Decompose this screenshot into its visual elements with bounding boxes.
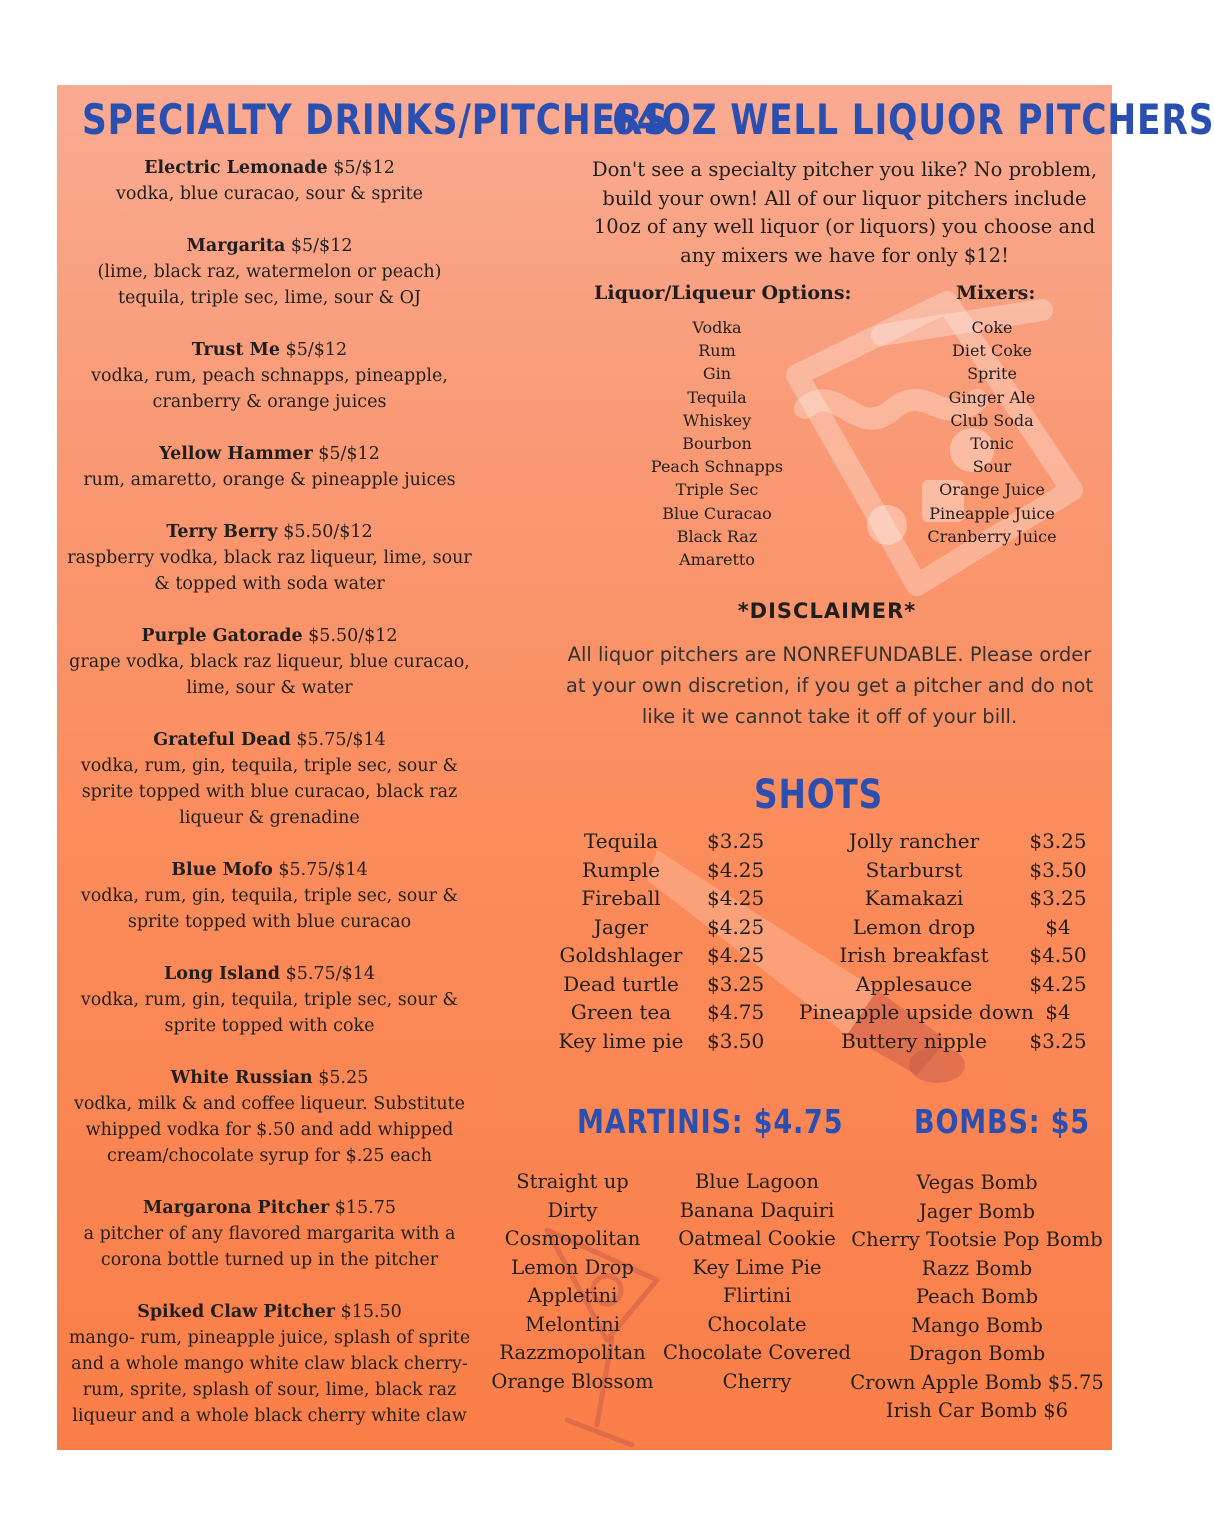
list-item: Gin xyxy=(702,364,732,384)
list-item: Amaretto xyxy=(679,550,755,570)
drink-price: $5/$12 xyxy=(285,340,348,360)
drink-item xyxy=(67,623,472,701)
list-item: Black Raz xyxy=(676,526,758,546)
list-item: Club Soda xyxy=(950,410,1034,430)
drink-description: a pitcher of any flavored margarita with a corona bottle turned up in the pitcher xyxy=(83,1224,456,1270)
drink-price: $5/$12 xyxy=(318,444,380,464)
specialty-title: SPECIALTY DRINKS/PITCHERS xyxy=(82,95,669,144)
drink-name: Margarita xyxy=(186,236,286,256)
shot-name: Fireball xyxy=(581,886,661,910)
drink-name: Yellow Hammer xyxy=(159,444,313,464)
shot-name: Starburst xyxy=(865,857,963,882)
list-item: Chocolate xyxy=(707,1312,807,1336)
list-item: Whiskey xyxy=(682,410,752,430)
shot-name: Tequila xyxy=(583,829,659,853)
shot-name: Kamakazi xyxy=(864,886,964,910)
list-item: Ginger Ale xyxy=(948,387,1036,407)
drink-price: $5.75/$14 xyxy=(285,964,375,984)
drink-description: (lime, black raz, watermelon or peach) tequila, triple sec, lime, sour & OJ xyxy=(97,262,442,308)
shot-price: $3.25 xyxy=(1029,829,1087,853)
drink-price: $15.50 xyxy=(340,1302,402,1322)
well-pitchers-title: 64OZ WELL LIQUOR PITCHERS xyxy=(612,95,1214,144)
shot-name: Jager xyxy=(593,914,649,939)
list-item: Mango Bomb xyxy=(911,1313,1043,1337)
list-item: Blue Curacao xyxy=(662,503,772,523)
drink-description: vodka, rum, gin, tequila, triple sec, sour & sprite topped with blue curacao, black raz liqueur & grenadine xyxy=(80,756,459,828)
list-item: Peach Schnapps xyxy=(650,457,784,477)
shot-name: Lemon drop xyxy=(852,914,976,939)
list-item: Vegas Bomb xyxy=(916,1171,1038,1194)
drink-description: grape vodka, black raz liqueur, blue curacao, lime, sour & water xyxy=(69,652,470,698)
drink-description: vodka, milk & and coffee liqueur. Substitute whipped vodka for $.50 and add whipped cream/chocolate syrup for $.25 each xyxy=(73,1094,466,1166)
drink-description: raspberry vodka, black raz liqueur, lime, sour & topped with soda water xyxy=(67,548,472,594)
drink-price: $15.75 xyxy=(334,1198,396,1218)
shots-prices-col2 xyxy=(1027,827,1089,1055)
drink-item xyxy=(67,337,472,415)
drink-item xyxy=(67,233,472,311)
list-item: Rum xyxy=(698,341,736,361)
list-item: Bourbon xyxy=(682,434,752,454)
drink-item xyxy=(67,441,472,493)
list-item: Coke xyxy=(971,318,1013,337)
drink-price: $5.75/$14 xyxy=(296,730,386,750)
drink-name: Trust Me xyxy=(191,340,281,360)
shot-price: $4.75 xyxy=(707,1000,765,1024)
list-item: Straight up xyxy=(516,1170,629,1193)
drink-price: $5.25 xyxy=(318,1068,369,1088)
specialty-list xyxy=(67,155,472,1455)
martinis-col2 xyxy=(657,1168,857,1396)
list-item: Chocolate Covered xyxy=(663,1341,851,1364)
mixers-heading: Mixers: xyxy=(956,282,1036,304)
drink-menu xyxy=(57,85,1214,1450)
shot-name: Rumple xyxy=(582,857,660,882)
drink-description: mango- rum, pineapple juice, splash of sprite and a whole mango white claw black cherry- rum, sprite, splash of sour, lime, black raz liqueur and a whole black cherry white claw xyxy=(68,1328,471,1426)
drink-item xyxy=(67,857,472,935)
shots-title: SHOTS xyxy=(754,772,884,818)
shot-price: $4.25 xyxy=(707,886,765,910)
list-item: Sprite xyxy=(967,364,1017,384)
shot-name: Goldshlager xyxy=(559,943,683,967)
list-item: Key Lime Pie xyxy=(692,1255,822,1279)
drink-description: vodka, rum, peach schnapps, pineapple, cranberry & orange juices xyxy=(91,366,448,412)
drink-name: Grateful Dead xyxy=(153,730,291,750)
martinis-title: MARTINIS: $4.75 xyxy=(577,1102,844,1141)
shot-price: $4 xyxy=(1045,914,1071,939)
shot-price: $3.50 xyxy=(707,1028,765,1053)
list-item: Sour xyxy=(972,457,1012,477)
shot-price: $3.50 xyxy=(1029,857,1087,882)
list-item: Dragon Bomb xyxy=(908,1342,1046,1365)
well-pitchers-intro: Don't see a specialty pitcher you like? No problem, build your own! All of our liquor pitchers include 10oz of any well liquor (or liquors) you choose and any mixers we have for only $12! xyxy=(591,158,1098,267)
shot-price: $4.25 xyxy=(707,943,765,967)
drink-description: vodka, blue curacao, sour & sprite xyxy=(116,184,423,204)
list-item: Vodka xyxy=(692,318,742,337)
drink-description: rum, amaretto, orange & pineapple juices xyxy=(83,470,456,490)
drink-item xyxy=(67,961,472,1039)
shot-name: Key lime pie xyxy=(558,1028,684,1053)
drink-price: $5/$12 xyxy=(333,158,395,178)
shot-price: $4 xyxy=(1045,1000,1071,1024)
list-item: Cherry xyxy=(722,1369,792,1393)
list-item: Razzmopolitan xyxy=(499,1341,646,1364)
drink-name: White Russian xyxy=(170,1068,313,1088)
martinis-col1 xyxy=(485,1168,660,1396)
list-item: Melontini xyxy=(525,1312,620,1336)
shot-price: $3.25 xyxy=(1029,1028,1087,1053)
list-item: Cherry Tootsie Pop Bomb xyxy=(851,1228,1103,1251)
list-item: Razz Bomb xyxy=(921,1256,1033,1280)
list-item: Tequila xyxy=(687,387,747,407)
mixers-list xyxy=(917,316,1067,548)
list-item: Cranberry Juice xyxy=(927,526,1057,546)
list-item: Dirty xyxy=(547,1198,598,1222)
drink-item xyxy=(67,1299,472,1429)
disclaimer-text: All liquor pitchers are NONREFUNDABLE. Please order at your own discretion, if you get a pitcher and do not like it we cannot take it off of your bill. xyxy=(565,643,1094,728)
bombs-title: BOMBS: $5 xyxy=(914,1102,1090,1141)
shot-price: $3.25 xyxy=(1029,886,1087,910)
shot-price: $4.50 xyxy=(1029,943,1087,967)
drink-item xyxy=(67,1065,472,1169)
shot-price: $3.25 xyxy=(707,971,765,996)
shot-price: $3.25 xyxy=(707,829,765,853)
shot-name: Irish breakfast xyxy=(839,943,989,967)
drink-description: vodka, rum, gin, tequila, triple sec, sour & sprite topped with coke xyxy=(80,990,459,1036)
drink-item xyxy=(67,727,472,831)
list-item: Peach Bomb xyxy=(915,1285,1039,1308)
list-item: Diet Coke xyxy=(952,341,1032,361)
drink-price: $5/$12 xyxy=(290,236,353,256)
shot-name: Pineapple upside down xyxy=(799,1000,1034,1024)
list-item: Tonic xyxy=(970,434,1014,454)
list-item: Lemon Drop xyxy=(511,1255,634,1279)
shot-price: $4.25 xyxy=(707,914,765,939)
drink-item xyxy=(67,1195,472,1273)
drink-name: Spiked Claw Pitcher xyxy=(137,1302,335,1322)
shot-price: $4.25 xyxy=(707,857,765,882)
drink-name: Blue Mofo xyxy=(171,860,273,880)
drink-price: $5.50/$12 xyxy=(308,626,398,646)
shot-name: Buttery nipple xyxy=(841,1028,987,1053)
disclaimer-heading: *DISCLAIMER* xyxy=(737,599,917,623)
list-item: Blue Lagoon xyxy=(695,1170,819,1193)
list-item: Appletini xyxy=(527,1284,618,1307)
shots-prices-col1 xyxy=(707,827,767,1055)
drink-name: Purple Gatorade xyxy=(141,626,303,646)
list-item: Banana Daquiri xyxy=(679,1198,835,1222)
drink-price: $5.50/$12 xyxy=(283,522,373,542)
shots-names-col2 xyxy=(799,827,1034,1055)
drink-name: Terry Berry xyxy=(166,522,278,542)
liquor-options-list xyxy=(637,316,797,571)
shot-price: $4.25 xyxy=(1029,971,1087,996)
list-item: Orange Blossom xyxy=(491,1369,654,1393)
list-item: Orange Juice xyxy=(939,480,1045,500)
drink-name: Long Island xyxy=(164,964,281,984)
list-item: Pineapple Juice xyxy=(929,503,1055,523)
shot-name: Green tea xyxy=(570,1000,672,1024)
list-item: Cosmopolitan xyxy=(504,1227,641,1250)
list-item: Jager Bomb xyxy=(918,1199,1036,1223)
drink-description: vodka, rum, gin, tequila, triple sec, sour & sprite topped with blue curacao xyxy=(80,886,459,932)
shot-name: Applesauce xyxy=(855,971,973,996)
drink-item xyxy=(67,155,472,207)
list-item: Flirtini xyxy=(722,1284,792,1307)
shot-name: Dead turtle xyxy=(563,971,679,996)
list-item: Oatmeal Cookie xyxy=(678,1227,836,1250)
shot-name: Jolly rancher xyxy=(848,829,980,853)
liquor-options-heading: Liquor/Liqueur Options: xyxy=(594,282,852,304)
drink-name: Margarona Pitcher xyxy=(143,1198,330,1218)
bombs-list xyxy=(847,1169,1107,1426)
drink-price: $5.75/$14 xyxy=(278,860,368,880)
list-item: Crown Apple Bomb $5.75 xyxy=(850,1370,1104,1394)
drink-name: Electric Lemonade xyxy=(144,158,328,178)
list-item: Triple Sec xyxy=(675,480,759,500)
list-item: Irish Car Bomb $6 xyxy=(885,1399,1069,1422)
drink-item xyxy=(67,519,472,597)
shots-names-col1 xyxy=(547,827,695,1055)
